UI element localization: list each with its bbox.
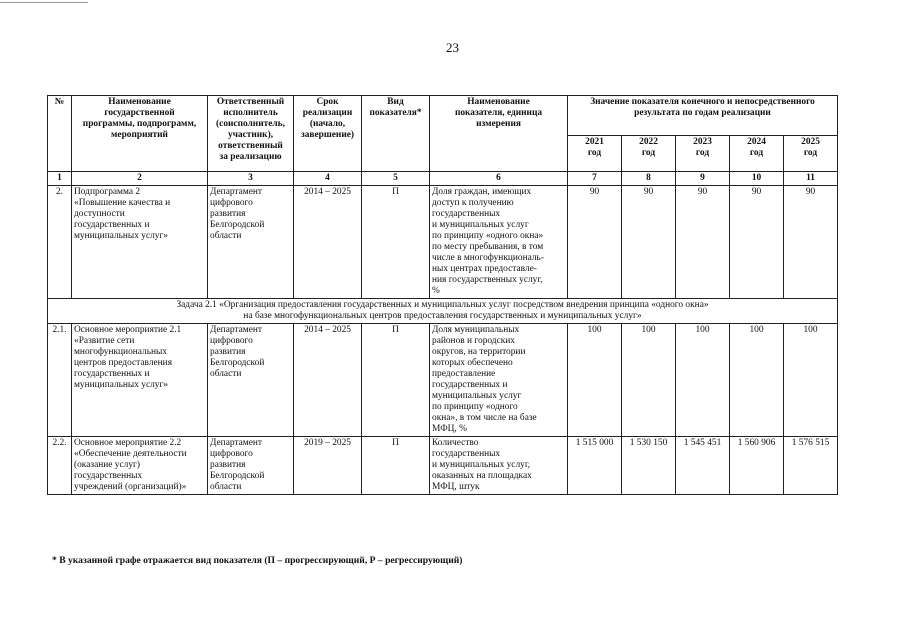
row-indicator-type: П: [362, 437, 430, 495]
row-period: 2019 – 2025: [294, 437, 362, 495]
row-period: 2014 – 2025: [294, 186, 362, 299]
row-value-2022: 90: [622, 186, 676, 299]
row-value-2024: 100: [730, 324, 784, 437]
col-number: 10: [730, 172, 784, 186]
col-number: 8: [622, 172, 676, 186]
table-row: [48, 324, 838, 437]
task-row: [48, 299, 838, 324]
col-number: 7: [568, 172, 622, 186]
row-indicator: Количество государственных и муниципальных услуг, оказанных на площадках МФЦ, штук: [430, 437, 568, 495]
row-responsible: Департамент цифрового развития Белгородской области: [208, 186, 294, 299]
header-period: Срок реализации (начало, завершение): [294, 96, 362, 172]
row-value-2023: 100: [676, 324, 730, 437]
col-number: 6: [430, 172, 568, 186]
row-period: 2014 – 2025: [294, 324, 362, 437]
row-number: 2.1.: [48, 324, 72, 437]
col-number: 1: [48, 172, 72, 186]
header-responsible: Ответственный исполнитель (соисполнитель, участник), ответственный за реализацию: [208, 96, 294, 172]
row-program: Основное мероприятие 2.1 «Развитие сети многофункциональных центров предоставления государственных и муниципальных услуг»: [72, 324, 208, 437]
row-value-2021: 100: [568, 324, 622, 437]
header-indicator-type: Вид показателя*: [362, 96, 430, 172]
header-year-2022: 2022 год: [622, 136, 676, 172]
row-responsible: Департамент цифрового развития Белгородской области: [208, 324, 294, 437]
row-value-2024: 90: [730, 186, 784, 299]
row-value-2025: 100: [784, 324, 838, 437]
col-number: 5: [362, 172, 430, 186]
row-number: 2.: [48, 186, 72, 299]
col-number: 2: [72, 172, 208, 186]
row-indicator-type: П: [362, 186, 430, 299]
col-number: 11: [784, 172, 838, 186]
page-number: 23: [446, 40, 459, 55]
table-row: [48, 437, 838, 495]
row-program: Основное мероприятие 2.2 «Обеспечение деятельности (оказание услуг) государственных учреждений (организаций)»: [72, 437, 208, 495]
row-value-2023: 90: [676, 186, 730, 299]
column-numbers-row: [48, 172, 838, 186]
col-number: 4: [294, 172, 362, 186]
header-program: Наименование государственной программы, подпрограмм, мероприятий: [72, 96, 208, 172]
header-no: №: [48, 96, 72, 172]
row-indicator: Доля муниципальных районов и городских округов, на территории которых обеспечено предоставление государственных и муниципальных услуг по принципу «одного окна», в том числе на базе МФЦ, %: [430, 324, 568, 437]
row-value-2025: 1 576 515: [784, 437, 838, 495]
scan-edge-line: [0, 2, 88, 3]
row-indicator: Доля граждан, имеющих доступ к получению государственных и муниципальных услуг по принципу «одного окна» по месту пребывания, в том числе в многофункциональ- ных центрах предоставле- ния государственных услуг, %: [430, 186, 568, 299]
row-value-2022: 100: [622, 324, 676, 437]
header-year-2023: 2023 год: [676, 136, 730, 172]
header-year-2021: 2021 год: [568, 136, 622, 172]
footnote: * В указанной графе отражается вид показателя (П – прогрессирующий, Р – регрессирующий): [52, 555, 463, 566]
row-number: 2.2.: [48, 437, 72, 495]
header-row: [48, 96, 838, 136]
table-row: [48, 186, 838, 299]
header-year-2025: 2025 год: [784, 136, 838, 172]
row-value-2025: 90: [784, 186, 838, 299]
row-indicator-type: П: [362, 324, 430, 437]
header-indicator-name: Наименование показателя, единица измерения: [430, 96, 568, 172]
indicators-table: [47, 95, 838, 495]
row-program: Подпрограмма 2 «Повышение качества и доступности государственных и муниципальных услуг»: [72, 186, 208, 299]
task-title: Задача 2.1 «Организация предоставления государственных и муниципальных услуг посредством внедрения принципа «одного окна» на базе многофункциональных центров предоставления государственных и муниципальных услуг»: [48, 299, 838, 324]
header-values-group: Значение показателя конечного и непосредственного результата по годам реализации: [568, 96, 838, 136]
row-value-2022: 1 530 150: [622, 437, 676, 495]
row-value-2021: 1 515 000: [568, 437, 622, 495]
col-number: 9: [676, 172, 730, 186]
row-value-2024: 1 560 906: [730, 437, 784, 495]
row-value-2023: 1 545 451: [676, 437, 730, 495]
col-number: 3: [208, 172, 294, 186]
header-year-2024: 2024 год: [730, 136, 784, 172]
row-value-2021: 90: [568, 186, 622, 299]
row-responsible: Департамент цифрового развития Белгородской области: [208, 437, 294, 495]
